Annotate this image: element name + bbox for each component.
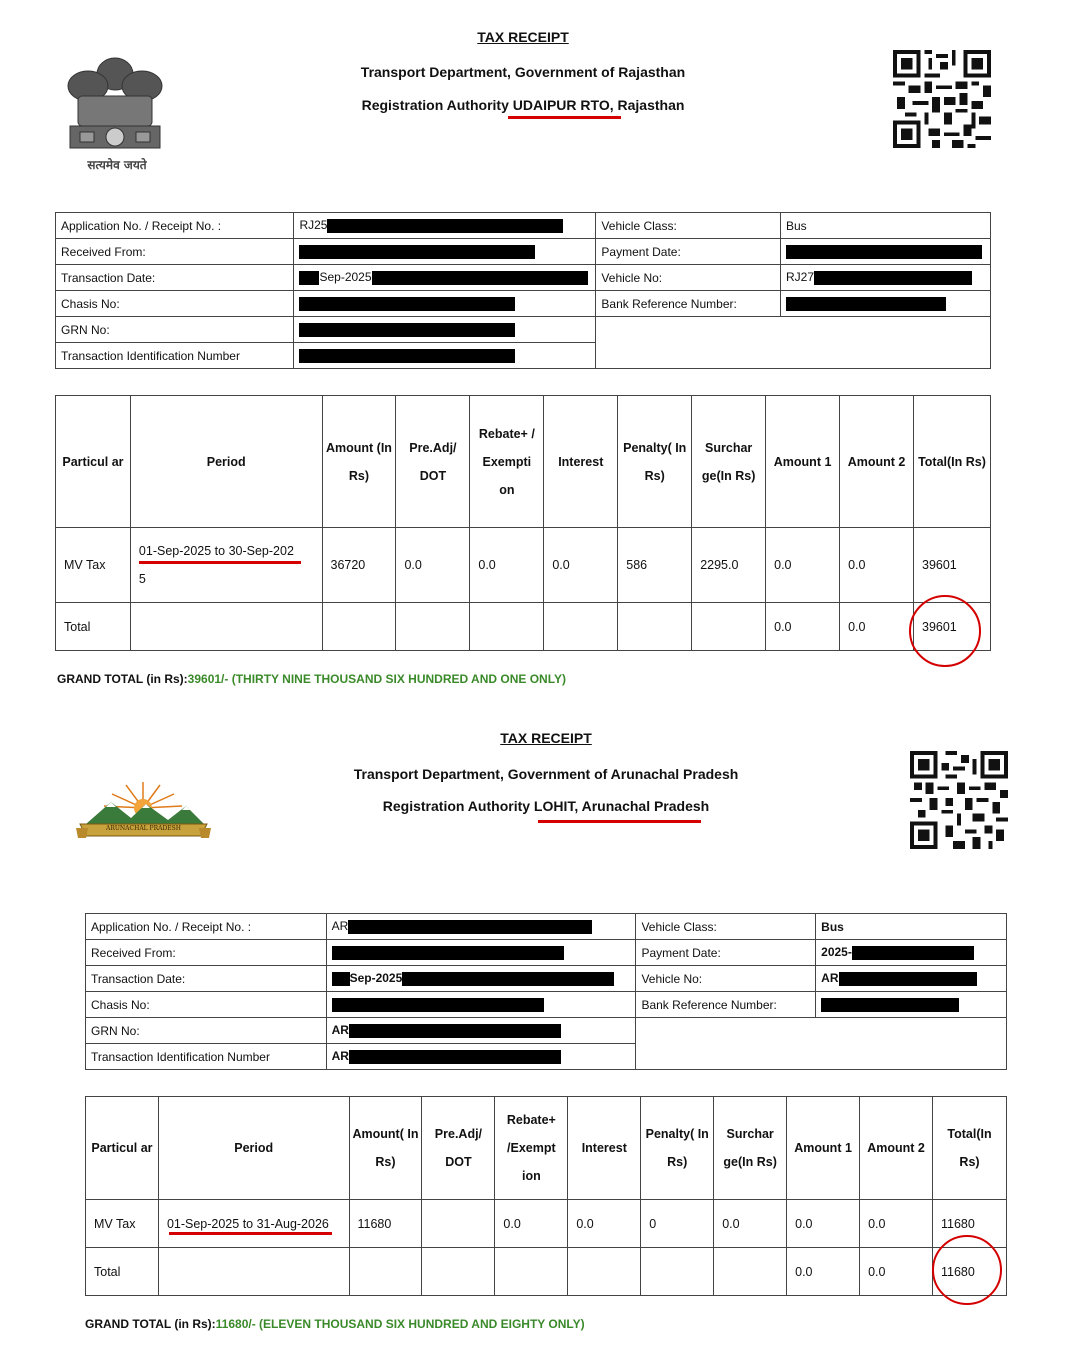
redaction xyxy=(348,920,592,934)
header-rebate: Rebate+ /Exempt ion xyxy=(495,1097,568,1200)
red-underline-authority xyxy=(508,116,621,119)
rebate-cell: 0.0 xyxy=(470,528,544,603)
red-circle-total xyxy=(932,1235,1002,1305)
received-from-label: Received From: xyxy=(86,940,327,966)
department-name: Transport Department, Government of Arunachal Pradesh xyxy=(353,766,739,782)
emblem-motto: सत्यमेव जयते xyxy=(87,158,147,172)
header-particular: Particul ar xyxy=(86,1097,159,1200)
header-amount: Amount (In Rs) xyxy=(322,396,396,528)
total-amount2: 0.0 xyxy=(860,1248,933,1296)
vehicle-class-value: Bus xyxy=(781,213,991,239)
header-amount2: Amount 2 xyxy=(840,396,914,528)
header-rebate: Rebate+ / Exempti on xyxy=(470,396,544,528)
red-circle-total xyxy=(909,595,981,667)
header-total: Total(In Rs) xyxy=(933,1097,1007,1200)
surcharge-cell: 0.0 xyxy=(714,1200,787,1248)
table-row xyxy=(86,1200,1007,1248)
table-row xyxy=(56,528,991,603)
department-name: Transport Department, Government of Rajasthan xyxy=(360,64,686,80)
header-amount1: Amount 1 xyxy=(766,396,840,528)
vehicle-no-label: Vehicle No: xyxy=(636,966,816,992)
total-amount1: 0.0 xyxy=(766,603,840,651)
redaction xyxy=(786,245,982,259)
amount1-cell: 0.0 xyxy=(766,528,840,603)
tin-label: Transaction Identification Number xyxy=(86,1044,327,1070)
red-underline-period xyxy=(169,1232,332,1235)
chasis-no-value xyxy=(326,992,636,1018)
tax-particulars-table xyxy=(85,1096,1007,1296)
grand-total: GRAND TOTAL (in Rs):39601/- (THIRTY NINE THOUSAND SIX HUNDRED AND ONE ONLY) xyxy=(57,672,566,686)
penalty-cell: 0 xyxy=(641,1200,714,1248)
vehicle-class-label: Vehicle Class: xyxy=(636,914,816,940)
bank-ref-value xyxy=(781,291,991,317)
receipt-info-table xyxy=(55,212,991,369)
total-total: 11680 xyxy=(933,1248,1007,1296)
receipt-title: TAX RECEIPT xyxy=(500,730,592,746)
header-period: Period xyxy=(130,396,322,528)
qr-code xyxy=(892,50,992,148)
bank-ref-value xyxy=(816,992,1007,1018)
header-interest: Interest xyxy=(568,1097,641,1200)
redaction xyxy=(299,349,515,363)
amount2-cell: 0.0 xyxy=(840,528,914,603)
redaction xyxy=(786,297,946,311)
header-particular: Particul ar xyxy=(56,396,131,528)
payment-date-value xyxy=(781,239,991,265)
redaction xyxy=(349,1024,561,1038)
redaction xyxy=(839,972,977,986)
total-label: Total xyxy=(56,603,131,651)
chasis-no-value xyxy=(294,291,596,317)
receipt-title: TAX RECEIPT xyxy=(477,29,569,45)
pre-adj-cell: 0.0 xyxy=(396,528,470,603)
amount-cell: 36720 xyxy=(322,528,396,603)
registration-authority: Registration Authority UDAIPUR RTO, Rajasthan xyxy=(361,97,685,113)
header-total: Total(In Rs) xyxy=(914,396,991,528)
total-row xyxy=(56,603,991,651)
pre-adj-cell xyxy=(422,1200,495,1248)
header-surcharge: Surchar ge(In Rs) xyxy=(714,1097,787,1200)
redaction xyxy=(299,297,515,311)
grand-total: GRAND TOTAL (in Rs):11680/- (ELEVEN THOUSAND SIX HUNDRED AND EIGHTY ONLY) xyxy=(85,1317,585,1331)
header-penalty: Penalty( In Rs) xyxy=(618,396,692,528)
tin-value: AR xyxy=(326,1044,636,1070)
vehicle-no-value: AR xyxy=(816,966,1007,992)
chasis-no-label: Chasis No: xyxy=(86,992,327,1018)
bank-ref-label: Bank Reference Number: xyxy=(636,992,816,1018)
total-amount2: 0.0 xyxy=(840,603,914,651)
empty-cell xyxy=(596,317,991,369)
total-cell: 11680 xyxy=(933,1200,1007,1248)
header-amount2: Amount 2 xyxy=(860,1097,933,1200)
total-label: Total xyxy=(86,1248,159,1296)
redaction xyxy=(332,972,350,986)
header-surcharge: Surchar ge(In Rs) xyxy=(692,396,766,528)
emblem-banner-text: ARUNACHAL PRADESH xyxy=(106,825,181,832)
interest-cell: 0.0 xyxy=(568,1200,641,1248)
total-amount1: 0.0 xyxy=(787,1248,860,1296)
redaction xyxy=(372,271,588,285)
transaction-date-value: Sep-2025 xyxy=(294,265,596,291)
redaction xyxy=(299,323,515,337)
penalty-cell: 586 xyxy=(618,528,692,603)
qr-code xyxy=(910,751,1008,849)
total-total: 39601 xyxy=(914,603,991,651)
total-cell: 39601 xyxy=(914,528,991,603)
red-underline-authority xyxy=(538,820,701,823)
tax-particulars-table xyxy=(55,395,991,651)
particular-cell: MV Tax xyxy=(56,528,131,603)
header-amount: Amount( In Rs) xyxy=(349,1097,422,1200)
chasis-no-label: Chasis No: xyxy=(56,291,294,317)
receipt-info-table xyxy=(85,913,1007,1070)
empty-cell xyxy=(636,1018,1007,1070)
header-penalty: Penalty( In Rs) xyxy=(641,1097,714,1200)
grn-no-label: GRN No: xyxy=(56,317,294,343)
rebate-cell: 0.0 xyxy=(495,1200,568,1248)
redaction xyxy=(332,946,564,960)
particular-cell: MV Tax xyxy=(86,1200,159,1248)
payment-date-label: Payment Date: xyxy=(596,239,781,265)
redaction xyxy=(332,998,544,1012)
application-no-label: Application No. / Receipt No. : xyxy=(86,914,327,940)
redaction xyxy=(327,219,563,233)
header-amount1: Amount 1 xyxy=(787,1097,860,1200)
payment-date-label: Payment Date: xyxy=(636,940,816,966)
transaction-date-value: Sep-2025 xyxy=(326,966,636,992)
application-no-value: RJ25 xyxy=(294,213,596,239)
transaction-date-label: Transaction Date: xyxy=(56,265,294,291)
period-cell: 01-Sep-2025 to 31-Aug-2026 xyxy=(158,1200,349,1248)
header-interest: Interest xyxy=(544,396,618,528)
redaction xyxy=(821,998,959,1012)
application-no-label: Application No. / Receipt No. : xyxy=(56,213,294,239)
received-from-label: Received From: xyxy=(56,239,294,265)
period-cell: 01-Sep-2025 to 30-Sep-202 5 xyxy=(130,528,322,603)
redaction xyxy=(299,271,319,285)
vehicle-class-label: Vehicle Class: xyxy=(596,213,781,239)
redaction xyxy=(402,972,614,986)
interest-cell: 0.0 xyxy=(544,528,618,603)
header-pre-adj: Pre.Adj/ DOT xyxy=(396,396,470,528)
vehicle-no-label: Vehicle No: xyxy=(596,265,781,291)
amount2-cell: 0.0 xyxy=(860,1200,933,1248)
amount1-cell: 0.0 xyxy=(787,1200,860,1248)
transaction-date-label: Transaction Date: xyxy=(86,966,327,992)
vehicle-class-value: Bus xyxy=(816,914,1007,940)
redaction xyxy=(349,1050,561,1064)
grn-no-label: GRN No: xyxy=(86,1018,327,1044)
amount-cell: 11680 xyxy=(349,1200,422,1248)
tin-label: Transaction Identification Number xyxy=(56,343,294,369)
received-from-value xyxy=(294,239,596,265)
grn-no-value xyxy=(294,317,596,343)
bank-ref-label: Bank Reference Number: xyxy=(596,291,781,317)
vehicle-no-value: RJ27 xyxy=(781,265,991,291)
application-no-value: AR xyxy=(326,914,636,940)
red-underline-period xyxy=(139,561,301,564)
redaction xyxy=(814,271,972,285)
arunachal-emblem xyxy=(76,780,211,848)
redaction xyxy=(852,946,974,960)
received-from-value xyxy=(326,940,636,966)
grn-no-value: AR xyxy=(326,1018,636,1044)
surcharge-cell: 2295.0 xyxy=(692,528,766,603)
header-period: Period xyxy=(158,1097,349,1200)
total-row xyxy=(86,1248,1007,1296)
payment-date-value: 2025- xyxy=(816,940,1007,966)
redaction xyxy=(299,245,535,259)
header-pre-adj: Pre.Adj/ DOT xyxy=(422,1097,495,1200)
registration-authority: Registration Authority LOHIT, Arunachal Pradesh xyxy=(382,798,710,814)
tin-value xyxy=(294,343,596,369)
